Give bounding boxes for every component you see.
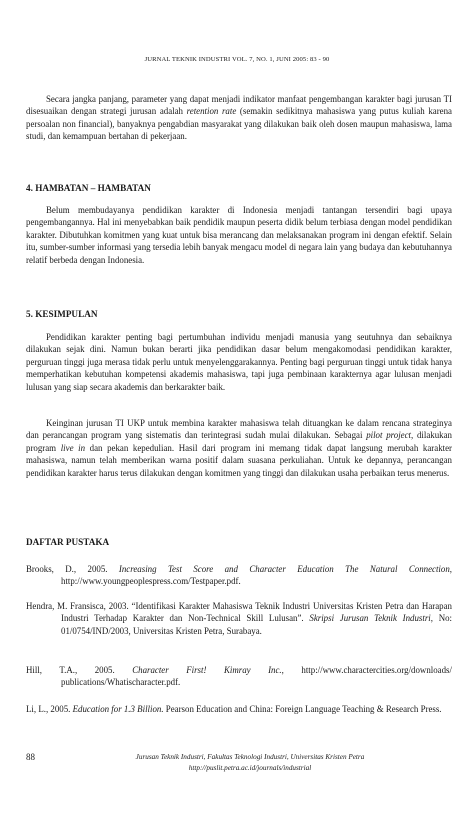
section-5-paragraph-1: Pendidikan karakter penting bagi pertumbuhan individu menjadi manusia yang seutuhnya dan sebaiknya dilakukan sejak dini. Namun bukan berarti jika pendidikan dasar belum mengakomodasi pendidikan karakter, perguruan tinggi juga merasa tidak perlu untuk menyelenggarakannya. Penting bagi perguruan tinggi untuk tidak hanya memperhatikan kebutuhan kompetensi akademis mahasiswa, tapi juga pembinaan karakternya agar lulusan menjadi lulusan yang siap secara akademis dan berkarakter baik. <box>26 332 452 392</box>
reference-brooks: Brooks, D., 2005. Increasing Test Score and Character Education The Natural Connection, http://www.youngpeoplespress.com/Testpaper.pdf. <box>26 564 452 587</box>
footer-affiliation: Jurusan Teknik Industri, Fakultas Teknologi Industri, Universitas Kristen Petra <box>135 753 365 761</box>
page-footer <box>60 752 440 773</box>
reference-hendra: Hendra, M. Fransisca, 2003. “Identifikasi Karakter Mahasiswa Teknik Industri Universitas Kristen Petra dan Harapan Industri Terhadap Karakter dan Non-Technical Skill Lulusan”. Skripsi Jurusan Teknik Industri, No: 01/0754/IND/2003, Universitas Kristen Petra, Surabaya. <box>26 601 453 636</box>
section-5-heading: 5. KESIMPULAN <box>26 309 98 319</box>
page-number: 88 <box>26 752 35 762</box>
section-5-paragraph-2: Keinginan jurusan TI UKP untuk membina karakter mahasiswa telah dituangkan ke dalam rencana strateginya dan perancangan program yang sistematis dan terintegrasi sudah mulai dilakukan. Sebagai pilot project, dilakukan program live in dan pekan kepedulian. Hasil dari program ini memang tidak dapat langsung merubah karakter mahasiswa, namun telah memberikan warna positif dalam suasana perkuliahan. Untuk ke depannya, perancangan pendidikan karakter harus terus dilakukan dengan komitmen yang tinggi dan dilakukan usaha perbaikan terus menerus. <box>26 418 452 478</box>
references-heading: DAFTAR PUSTAKA <box>26 537 110 547</box>
section-4-paragraph: Belum membudayanya pendidikan karakter di Indonesia menjadi tantangan tersendiri bagi upaya pengembangannya. Hal ini menyebabkan baik pendidik maupun peserta didik belum terbiasa dengan model pendidikan karakter. Dibutuhkan komitmen yang kuat untuk bisa merancang dan melaksanakan program ini dengan efektif. Selain itu, sumber-sumber informasi yang tersedia lebih banyak mengacu model di negara lain yang budaya dan kebutuhannya relatif berbeda dengan Indonesia. <box>26 205 452 265</box>
running-header: JURNAL TEKNIK INDUSTRI VOL. 7, NO. 1, JUNI 2005: 83 - 90 <box>144 56 330 63</box>
footer-url: http://puslit.petra.ac.id/journals/industrial <box>188 763 312 772</box>
intro-paragraph: Secara jangka panjang, parameter yang dapat menjadi indikator manfaat pengembangan karakter bagi jurusan TI disesuaikan dengan strategi jurusan adalah retention rate (semakin sedikitnya mahasiswa yang putus kuliah karena persoalan non financial), banyaknya pengabdian masyarakat yang dilakukan baik oleh dosen maupun mahasiswa, lama studi, dan kemampuan bertahan di pekerjaan. <box>26 94 452 142</box>
reference-hill: Hill, T.A., 2005. Character First! Kimray Inc., http://www.charactercities.org/downloads/ publications/Whatischaracter.pdf. <box>26 665 452 688</box>
reference-li: Li, L., 2005. Education for 1.3 Billion. Pearson Education and China: Foreign Language Teaching & Research Press. <box>26 704 442 714</box>
section-4-heading: 4. HAMBATAN – HAMBATAN <box>26 183 151 193</box>
